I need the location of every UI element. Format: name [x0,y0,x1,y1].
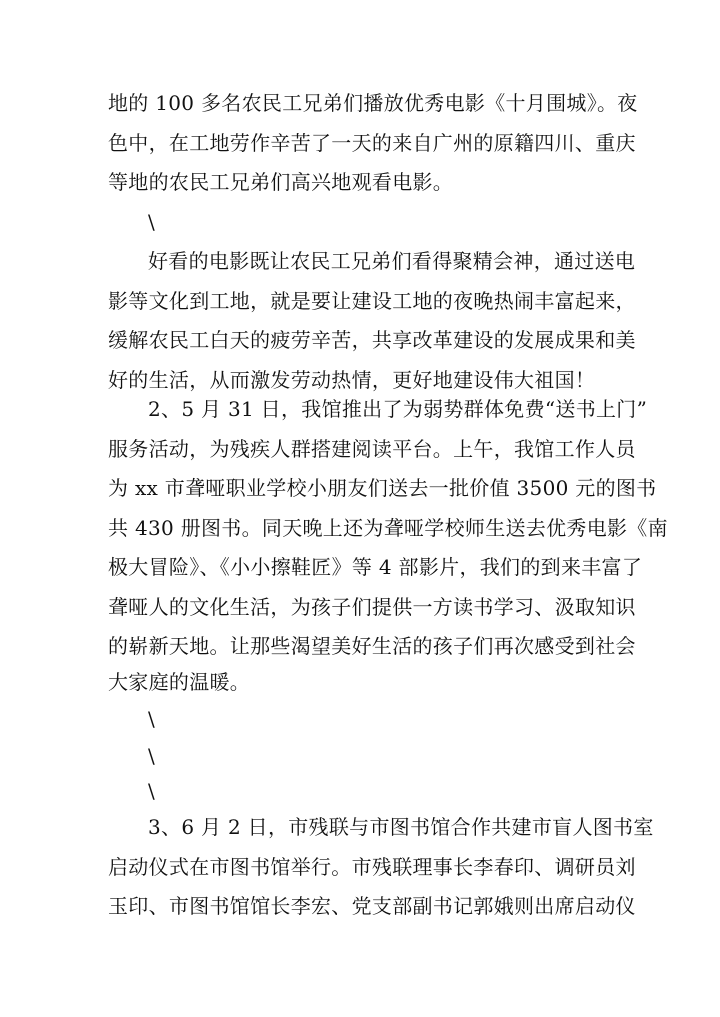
separator-backslash: \ [148,779,156,803]
separator-backslash: \ [148,707,156,731]
para1-line-2: 色中，在工地劳作辛苦了一天的来自广州的原籍四川、重庆 [108,131,636,155]
para2-line-1: 好看的电影既让农民工兄弟们看得聚精会神，通过送电 [148,249,636,273]
para3-line-1: 2、5 月 31 日，我馆推出了为弱势群体免费“送书上门” [148,397,648,421]
para2-line-4: 好的生活，从而激发劳动热情，更好地建设伟大祖国！ [108,368,596,392]
para1-line-1: 地的 100 多名农民工兄弟们播放优秀电影《十月围城》。夜 [108,91,638,115]
para3-line-3: 为 xx 市聋哑职业学校小朋友们送去一批价值 3500 元的图书 [108,476,657,500]
para1-line-3: 等地的农民工兄弟们高兴地观看电影。 [108,170,454,194]
separator-backslash: \ [148,210,156,234]
para3-line-2: 服务活动，为残疾人群搭建阅读平台。上午，我馆工作人员 [108,437,636,461]
para4-line-1: 3、6 月 2 日，市残联与市图书馆合作共建市盲人图书室 [148,815,654,839]
para3-line-5: 极大冒险》、《小小擦鞋匠》等 4 部影片，我们的到来丰富了 [108,555,643,579]
para3-line-4: 共 430 册图书。同天晚上还为聋哑学校师生送去优秀电影《南 [108,516,668,540]
para3-line-6: 聋哑人的文化生活，为孩子们提供一方读书学习、汲取知识 [108,595,636,619]
separator-backslash: \ [148,744,156,768]
para2-line-3: 缓解农民工白天的疲劳辛苦，共享改革建设的发展成果和美 [108,328,636,352]
para2-line-2: 影等文化到工地，就是要让建设工地的夜晚热闹丰富起来， [108,289,636,313]
para3-line-8: 大家庭的温暖。 [108,670,251,694]
para4-line-2: 启动仪式在市图书馆举行。市残联理事长李春印、调研员刘 [108,855,636,879]
para3-line-7: 的崭新天地。让那些渴望美好生活的孩子们再次感受到社会 [108,634,636,658]
para4-line-3: 玉印、市图书馆馆长李宏、党支部副书记郭娥则出席启动仪 [108,894,636,918]
